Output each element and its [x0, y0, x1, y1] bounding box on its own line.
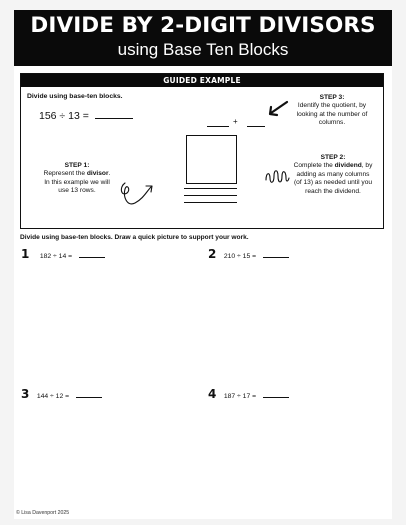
- step2-line2: adding as many columns: [296, 170, 370, 178]
- page-title: DIVIDE BY 2-DIGIT DIVISORS: [30, 13, 376, 38]
- step2-line1: Complete the dividend, by: [293, 162, 373, 170]
- step2-label: STEP 2:: [320, 154, 346, 161]
- answer-blank[interactable]: [76, 397, 102, 398]
- step3-text: [283, 94, 381, 128]
- step3-label: STEP 3:: [319, 94, 345, 101]
- problem-number: 3: [21, 387, 30, 401]
- hundred-block: [186, 135, 237, 184]
- step3-line1: Identify the quotient, by: [297, 102, 367, 110]
- page-subtitle: using Base Ten Blocks: [117, 40, 289, 59]
- quotient-blank-tens: [207, 126, 229, 127]
- step1-label: STEP 1:: [64, 162, 90, 169]
- problem-text: 210 ÷ 15 =: [223, 253, 257, 260]
- step2-line3: (of 13) as needed until you: [293, 179, 373, 187]
- step2-text: [283, 154, 383, 196]
- guided-example-heading: GUIDED EXAMPLE: [21, 74, 383, 87]
- ten-rod-1: [184, 188, 237, 189]
- problem-text: 144 ÷ 12 =: [36, 393, 70, 400]
- problem-number: 4: [208, 387, 217, 401]
- problem-number: 1: [21, 247, 30, 261]
- step1-line3: use 13 rows.: [58, 187, 96, 195]
- title-banner: [14, 10, 392, 66]
- problem-2: [208, 245, 289, 263]
- problem-number: 2: [208, 247, 217, 261]
- step1-text: [35, 162, 119, 196]
- step1-line1: Represent the divisor.: [43, 170, 111, 178]
- problem-1: [21, 245, 105, 263]
- copyright-footer: © Lisa Davenport 2025: [16, 510, 70, 516]
- problem-4: [208, 385, 289, 403]
- curly-arrow-icon: [117, 177, 157, 209]
- ten-rod-2: [184, 195, 237, 196]
- step3-line2: looking at the number of: [296, 110, 368, 118]
- problem-3: [21, 385, 102, 403]
- quotient-blank-ones: [247, 126, 265, 127]
- problem-text: 182 ÷ 14 =: [39, 253, 73, 260]
- example-problem: [39, 110, 133, 122]
- answer-blank[interactable]: [263, 397, 289, 398]
- step3-line3: columns.: [318, 119, 346, 127]
- plus-sign: +: [233, 117, 238, 126]
- answer-blank[interactable]: [263, 257, 289, 258]
- step2-line4: reach the dividend.: [305, 187, 361, 195]
- example-problem-text: 156 ÷ 13 =: [39, 110, 89, 122]
- problem-text: 187 ÷ 17 =: [223, 393, 257, 400]
- answer-blank[interactable]: [79, 257, 105, 258]
- worksheet-page: [14, 10, 392, 519]
- step1-line2: In this example we will: [44, 178, 110, 186]
- practice-instruction: Divide using base-ten blocks. Draw a quick picture to support your work.: [20, 234, 249, 241]
- ten-rod-3: [184, 202, 237, 203]
- guided-example-box: [20, 73, 384, 229]
- guided-instruction: Divide using base-ten blocks.: [27, 93, 123, 100]
- answer-blank: [95, 118, 133, 119]
